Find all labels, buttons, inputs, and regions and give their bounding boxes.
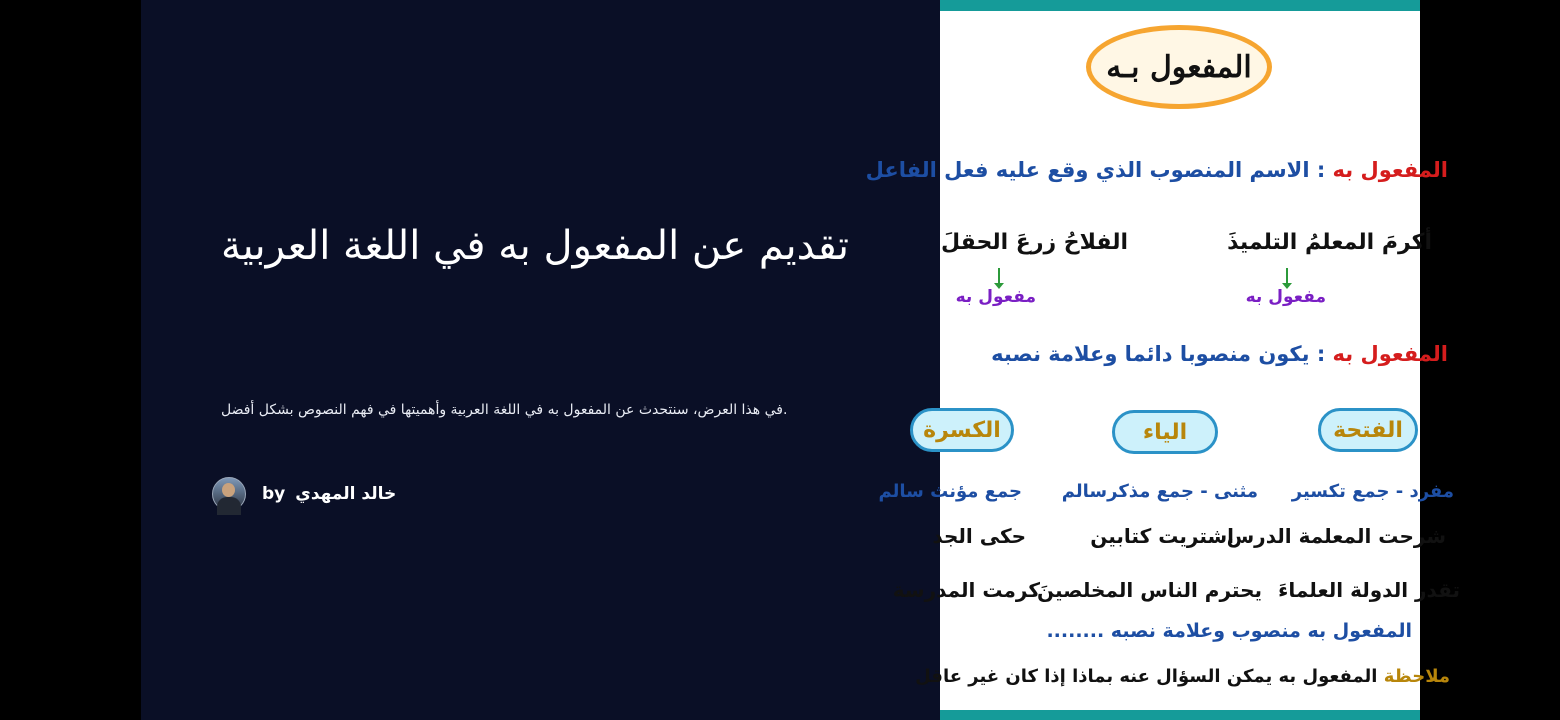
avatar[interactable] xyxy=(212,477,246,511)
types-3: جمع مؤنث سالم xyxy=(878,481,1022,502)
author-line xyxy=(262,484,396,504)
example-row2-3: كرمت المدرسة xyxy=(892,578,1040,602)
tag-object-1: مفعول به xyxy=(1245,287,1326,307)
rule-line xyxy=(991,342,1448,366)
example-row2-2: يحترم الناس المخلصينَ xyxy=(1037,578,1262,602)
types-1: مفرد - جمع تكسير xyxy=(1291,481,1454,502)
tag-object-2: مفعول به xyxy=(955,287,1036,307)
rule-label: المفعول به xyxy=(1332,342,1448,366)
cloud-kasra: الكسرة xyxy=(910,408,1014,452)
example-2: الفلاحُ زرعَ الحقلَ xyxy=(941,230,1128,255)
presentation-slide xyxy=(141,0,1460,720)
rule-text: : يكون منصوبا دائما وعلامة نصبه xyxy=(991,342,1326,366)
example-row1-2: اشتريت كتابين xyxy=(1090,524,1234,548)
author-block[interactable] xyxy=(212,477,396,511)
author-prefix: by xyxy=(262,484,286,504)
definition-label: المفعول به xyxy=(1332,158,1448,182)
poster-bottom-bar xyxy=(940,710,1420,720)
slide-title: تقديم عن المفعول به في اللغة العربية xyxy=(221,223,850,269)
lesson-poster-image xyxy=(865,0,1460,720)
example-row1-3: حكى الجد xyxy=(932,524,1026,548)
poster-title: المفعول بـه xyxy=(1086,25,1272,109)
question-text: المفعول به يمكن السؤال عنه بماذا إذا كان غير عاقل xyxy=(915,666,1378,687)
example-row2-1: تقدر الدولة العلماءَ xyxy=(1278,578,1460,602)
arrow-icon xyxy=(998,268,1000,284)
cloud-yaa: الياء xyxy=(1112,410,1218,454)
example-1: أكرمَ المعلمُ التلميذَ xyxy=(1227,230,1432,255)
fill-blank-line: المفعول به منصوب وعلامة نصبه ........ xyxy=(1046,620,1412,642)
example-row1-1: شرحت المعلمة الدرس xyxy=(1226,524,1446,548)
slide-description: في هذا العرض، سنتحدث عن المفعول به في اللغة العربية وأهميتها في فهم النصوص بشكل أفضل. xyxy=(221,402,788,418)
author-name: خالد المهدي xyxy=(295,484,397,504)
cloud-fatha: الفتحة xyxy=(1318,408,1418,452)
arrow-icon xyxy=(1286,268,1288,284)
question-line xyxy=(915,666,1450,687)
slide-text-pane xyxy=(141,0,940,720)
poster-top-bar xyxy=(940,0,1420,11)
types-2: مثنى - جمع مذكرسالم xyxy=(1061,481,1258,502)
definition-text: : الاسم المنصوب الذي وقع عليه فعل الفاعل xyxy=(865,158,1326,182)
question-label: ملاحظة xyxy=(1383,666,1450,687)
definition-line xyxy=(866,158,1448,182)
